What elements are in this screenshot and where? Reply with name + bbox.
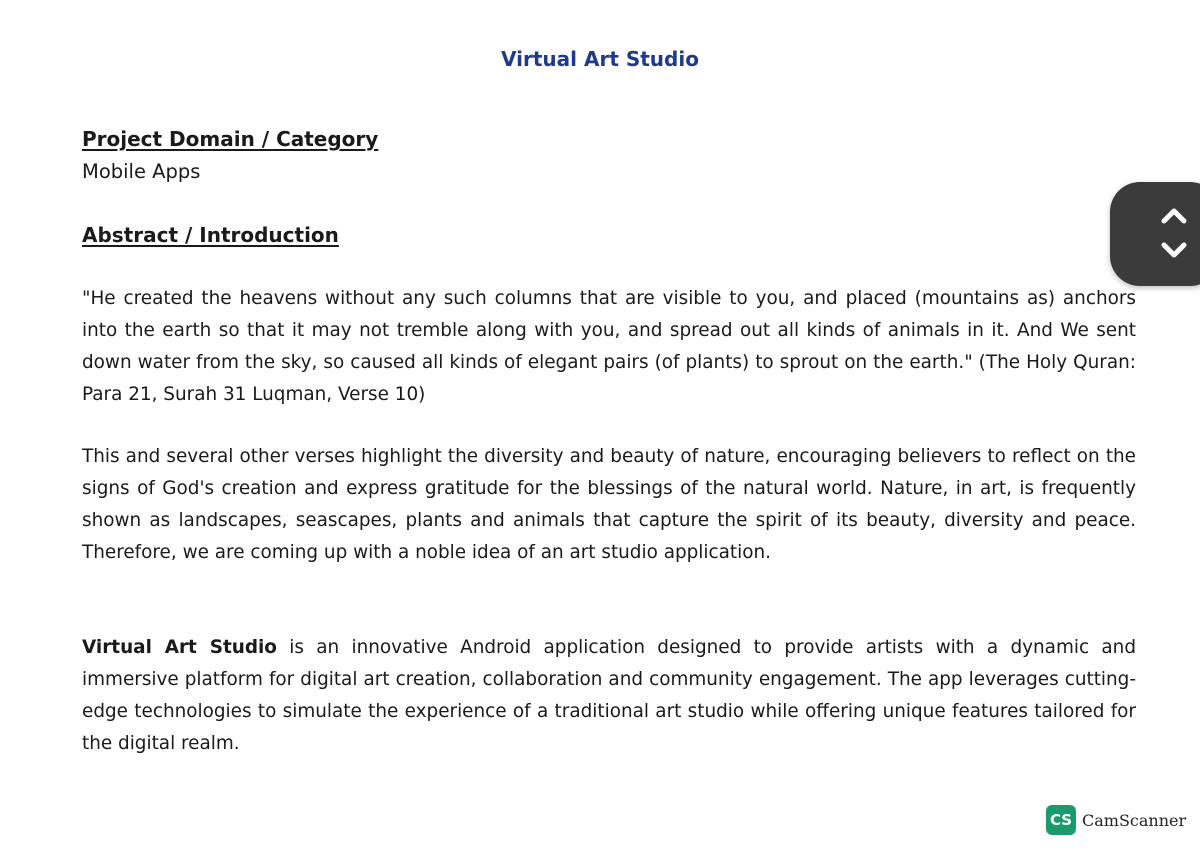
nature-paragraph: This and several other verses highlight the diversity and beauty of nature, encouraging believers to reflect on the signs of God's creation and express gratitude for the blessings of the natural world. Nature, in art, is frequently shown as landscapes, seascapes, plants and animals that capture the spirit of its beauty, diversity and peace. Therefore, we are coming up with a noble idea of an art studio application. xyxy=(82,446,1136,563)
page-up-button[interactable] xyxy=(1154,198,1194,234)
camscanner-logo: CS xyxy=(1046,805,1076,835)
app-description-text: is an innovative Android application designed to provide artists with a dynamic and immersive platform for digital art creation, collaboration and community engagement. The app leverages cutting-edge technologies to simulate the experience of a traditional art studio while offering unique features tailored for the digital realm. xyxy=(82,637,1136,754)
project-domain-value: Mobile Apps xyxy=(82,160,201,183)
chevron-down-icon xyxy=(1154,232,1194,268)
chevron-up-icon xyxy=(1154,198,1194,234)
app-name-bold: Virtual Art Studio xyxy=(82,637,277,658)
abstract-heading: Abstract / Introduction xyxy=(82,223,339,247)
quote-paragraph: "He created the heavens without any such columns that are visible to you, and placed (mountains as) anchors into the earth so that it may not tremble along with you, and spread out all kinds of animals in it. And We sent down water from the sky, so caused all kinds of elegant pairs (of plants) to sprout on the earth." (The Holy Quran: Para 21, Surah 31 Luqman, Verse 10) xyxy=(82,288,1136,405)
document-title: Virtual Art Studio xyxy=(501,47,699,71)
project-domain-heading: Project Domain / Category xyxy=(82,127,379,151)
camscanner-watermark xyxy=(1046,804,1186,836)
camscanner-label: CamScanner xyxy=(1082,810,1187,830)
app-description-paragraph xyxy=(82,632,1136,760)
page-navigation-control xyxy=(1110,182,1200,286)
page-down-button[interactable] xyxy=(1154,232,1194,268)
